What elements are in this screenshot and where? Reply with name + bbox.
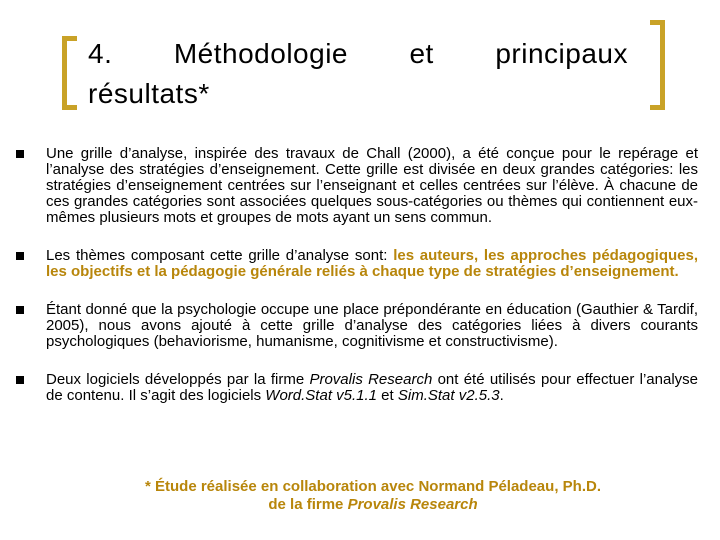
bullet-text <box>46 372 698 404</box>
bullet-text: Étant donné que la psychologie occupe une place prépondérante en éducation (Gauthier & Tardif, 2005), nous avons ajouté à cette grille d’analyse des catégories liées à divers courants psychologiques (behaviorisme, humanisme, cognitivisme et constructivisme). <box>46 301 698 350</box>
title-word: Méthodologie <box>173 38 348 69</box>
title-right-bracket <box>650 20 665 110</box>
footnote-firm-name: Provalis Research <box>347 496 478 513</box>
software-name: Word.Stat v5.1.1 <box>265 387 378 404</box>
list-item <box>16 372 698 404</box>
bullet-text-highlight: les auteurs, les approches pédagogiques, les objectifs et la pédagogie générale reliés à chaque type de stratégies d’enseignement. <box>46 247 698 280</box>
title-left-bracket <box>62 36 77 110</box>
title-word: et <box>409 38 434 69</box>
footnote-prefix: de la firme <box>268 496 348 513</box>
square-bullet-icon <box>16 252 24 260</box>
title-word: principaux <box>495 38 628 69</box>
footnote <box>30 478 716 514</box>
title-line-1 <box>88 34 628 74</box>
bullet-text-part: . <box>499 387 504 404</box>
bullet-text <box>46 248 698 280</box>
square-bullet-icon <box>16 376 24 384</box>
software-firm-name: Provalis Research <box>309 371 433 388</box>
square-bullet-icon <box>16 150 24 158</box>
bullet-text: Une grille d’analyse, inspirée des travaux de Chall (2000), a été conçue pour le repérage et l’analyse des stratégies d’enseignement. Cette grille est divisée en deux grandes catégories: les stratégies d’enseignement centrées sur l’enseignant et celles centrées sur l’élève. À chacune de ces grandes catégories sont associées quelques sous-catégories ou thèmes qui contiennent eux-mêmes plusieurs mots et groupes de mots ayant un sens commun. <box>46 145 698 226</box>
slide-title <box>88 34 628 114</box>
title-line-2: résultats* <box>88 78 210 109</box>
bullet-text-plain: Les thèmes composant cette grille d’analyse sont: <box>46 247 394 264</box>
square-bullet-icon <box>16 306 24 314</box>
footnote-line-1: * Étude réalisée en collaboration avec Normand Péladeau, Ph.D. <box>145 478 601 495</box>
title-word: 4. <box>88 38 113 69</box>
footnote-line-2 <box>30 496 716 514</box>
list-item <box>16 302 698 350</box>
list-item <box>16 248 698 280</box>
bullet-text-part: et <box>377 387 398 404</box>
bullet-list <box>16 146 698 426</box>
bullet-text-part: ont été utilisés pour effectuer l’analyse de contenu. Il s’agit des logiciels <box>46 371 699 404</box>
bullet-text-part: Deux logiciels développés par la firme <box>46 371 310 388</box>
software-name: Sim.Stat v2.5.3 <box>397 387 500 404</box>
list-item <box>16 146 698 226</box>
